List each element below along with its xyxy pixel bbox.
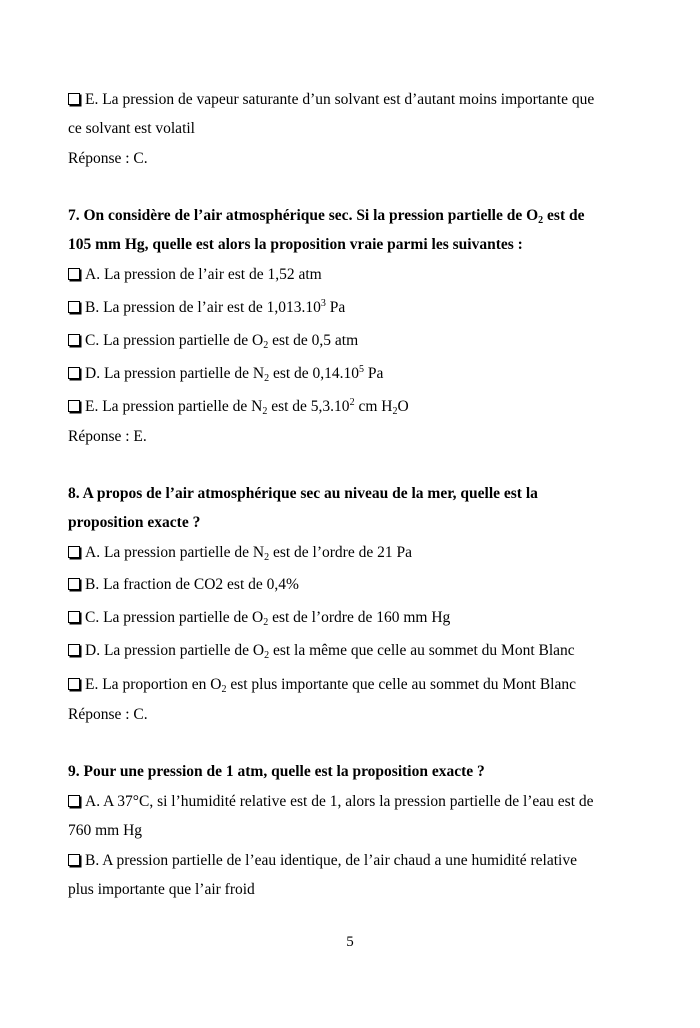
checkbox-icon <box>68 678 80 690</box>
checkbox-icon <box>68 268 80 280</box>
q9-option-b-cont: plus importante que l’air froid <box>68 881 255 898</box>
checkbox-icon <box>68 400 80 412</box>
option-e-prev-cont: ce solvant est volatil <box>68 120 195 137</box>
checkbox-icon <box>68 301 80 313</box>
question-8-title-cont: proposition exacte ? <box>68 514 201 531</box>
checkbox-icon <box>68 334 80 346</box>
checkbox-icon <box>68 644 80 656</box>
checkbox-icon <box>68 367 80 379</box>
checkbox-icon <box>68 611 80 623</box>
q9-option-a: A. A 37°C, si l’humidité relative est de 1, alors la pression partielle de l’eau est de <box>68 792 594 812</box>
q9-option-b: B. A pression partielle de l’eau identique, de l’air chaud a une humidité relative <box>68 851 577 871</box>
q7-option-b: B. La pression de l’air est de 1,013.10$^3$ Pa <box>68 298 345 318</box>
q7-option-e: E. La pression partielle de $N_2$ est de 5,3.10$^2$ cm $H_2O$ <box>68 397 409 417</box>
q8-option-a: A. La pression partielle de $N_2$ est de l’ordre de 21 Pa <box>68 543 412 563</box>
option-e-prev: E. La pression de vapeur saturante d’un solvant est d’autant moins importante que <box>68 90 594 110</box>
q7-answer: Réponse : E. <box>68 428 147 445</box>
q8-answer: Réponse : C. <box>68 706 148 723</box>
checkbox-icon <box>68 578 80 590</box>
checkbox-icon <box>68 93 80 105</box>
question-9-title: 9. Pour une pression de 1 atm, quelle est la proposition exacte ? <box>68 763 485 780</box>
q8-option-b: B. La fraction de CO2 est de 0,4% <box>68 575 299 595</box>
question-7-title-cont: 105 mm Hg, quelle est alors la proposition vraie parmi les suivantes : <box>68 236 523 253</box>
checkbox-icon <box>68 854 80 866</box>
answer-prev: Réponse : C. <box>68 150 148 167</box>
checkbox-icon <box>68 546 80 558</box>
question-7-title: 7. On considère de l’air atmosphérique sec. Si la pression partielle de $O_2$ est de <box>68 207 585 226</box>
q8-option-e: E. La proportion en $O_2$ est plus importante que celle au sommet du Mont Blanc <box>68 675 576 695</box>
q9-option-a-cont: 760 mm Hg <box>68 822 143 839</box>
q7-option-c: C. La pression partielle de $O_2$ est de 0,5 atm <box>68 331 358 351</box>
page-number: 5 <box>346 934 354 950</box>
q7-option-d: D. La pression partielle de $N_2$ est de 0,14.10$^5$ Pa <box>68 364 383 384</box>
q7-option-a: A. La pression de l’air est de 1,52 atm <box>68 265 322 285</box>
question-8-title: 8. A propos de l’air atmosphérique sec au niveau de la mer, quelle est la <box>68 485 538 502</box>
checkbox-icon <box>68 795 80 807</box>
q8-option-d: D. La pression partielle de $O_2$ est la même que celle au sommet du Mont Blanc <box>68 641 575 661</box>
q8-option-c: C. La pression partielle de $O_2$ est de l’ordre de 160 mm Hg <box>68 608 450 628</box>
